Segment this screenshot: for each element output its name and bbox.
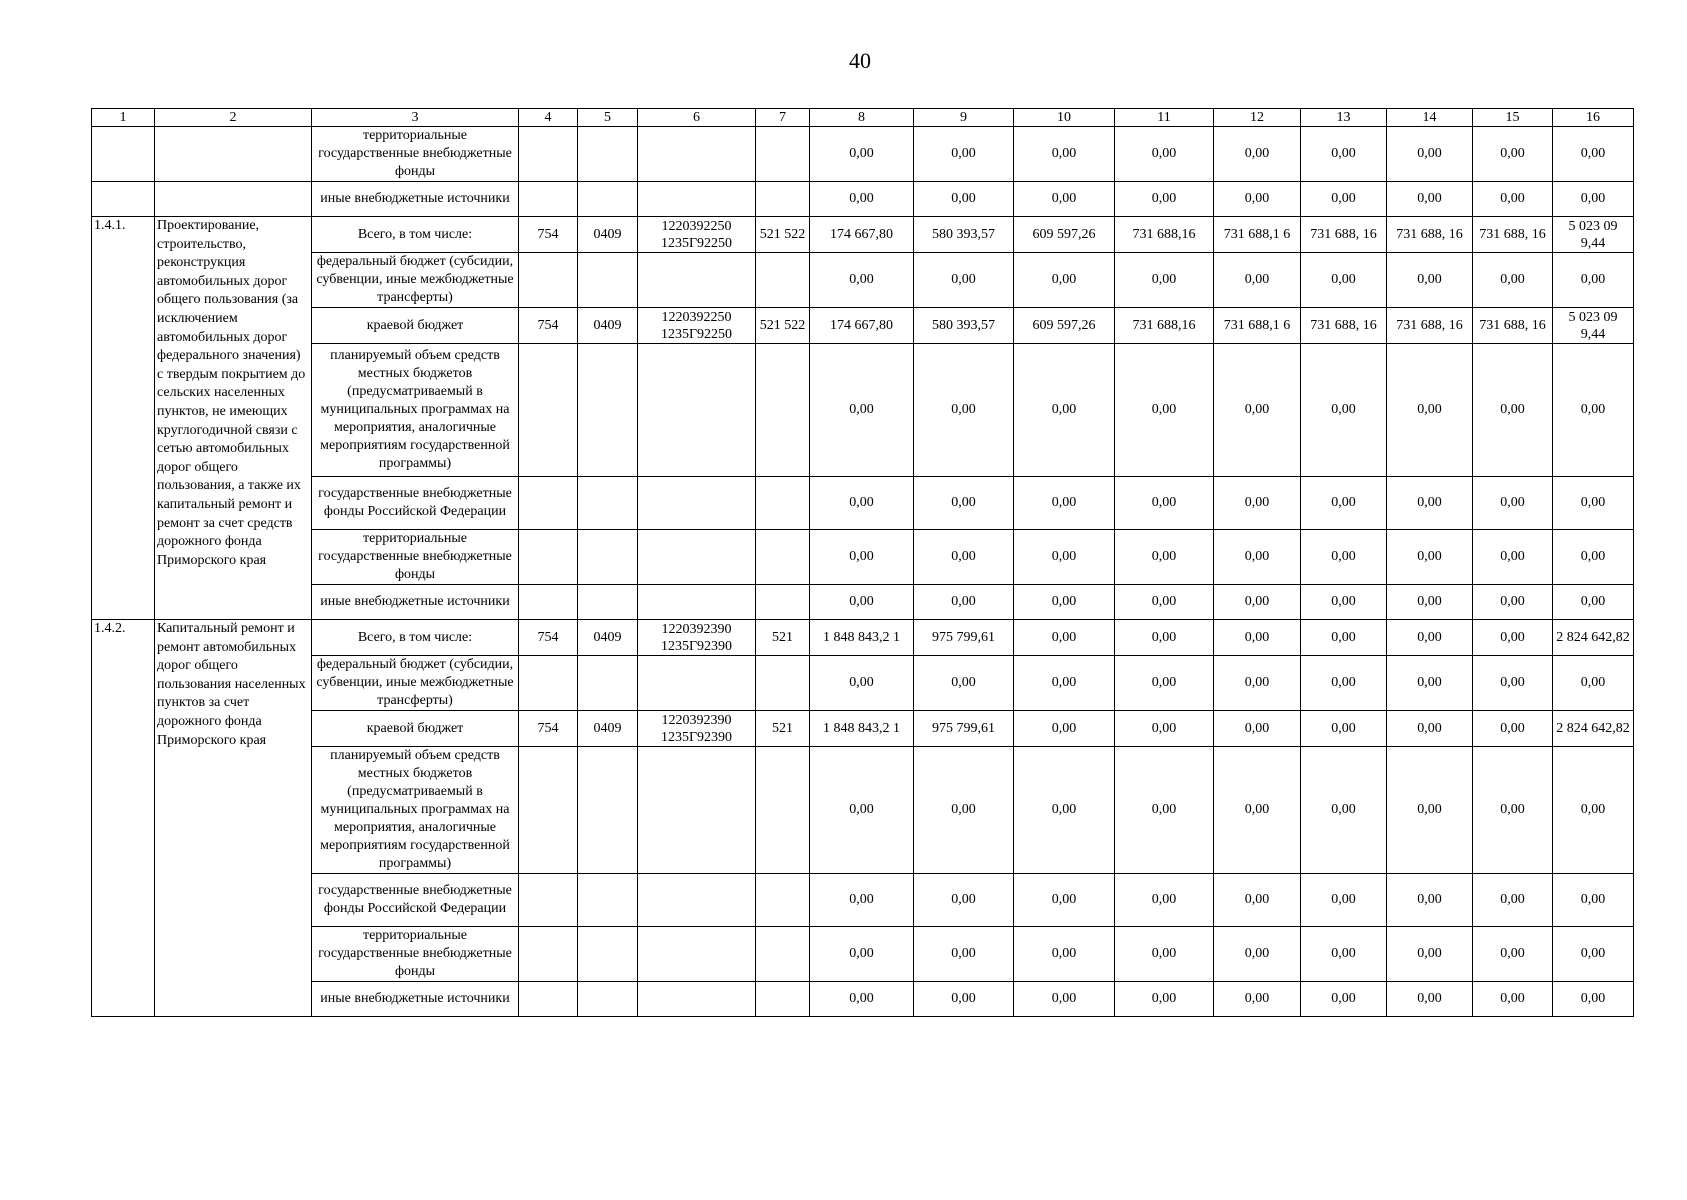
value-cell: 975 799,61 bbox=[914, 711, 1014, 747]
table-row bbox=[92, 585, 1634, 620]
value-cell: 0,00 bbox=[1014, 656, 1115, 711]
value-cell: 0,00 bbox=[1301, 711, 1387, 747]
empty-cell bbox=[578, 927, 638, 982]
value-cell: 0,00 bbox=[914, 927, 1014, 982]
value-cell: 0,00 bbox=[1014, 585, 1115, 620]
col-header: 6 bbox=[638, 109, 756, 127]
value-cell: 0,00 bbox=[914, 344, 1014, 477]
value-cell: 0,00 bbox=[1301, 874, 1387, 927]
value-cell: 0,00 bbox=[1387, 530, 1473, 585]
col-header: 9 bbox=[914, 109, 1014, 127]
value-cell: 0,00 bbox=[914, 874, 1014, 927]
empty-cell bbox=[756, 656, 810, 711]
value-cell: 0,00 bbox=[1115, 477, 1214, 530]
value-cell: 731 688, 16 bbox=[1387, 308, 1473, 344]
value-cell: 0,00 bbox=[1014, 182, 1115, 217]
empty-cell bbox=[638, 747, 756, 874]
col-header: 7 bbox=[756, 109, 810, 127]
value-cell: 0,00 bbox=[1553, 344, 1634, 477]
value-cell: 0,00 bbox=[1473, 127, 1553, 182]
value-cell: 0,00 bbox=[1553, 927, 1634, 982]
value-cell: 0,00 bbox=[1214, 874, 1301, 927]
value-cell: 174 667,80 bbox=[810, 308, 914, 344]
value-cell: 0,00 bbox=[1473, 656, 1553, 711]
empty-cell bbox=[578, 477, 638, 530]
value-cell: 580 393,57 bbox=[914, 308, 1014, 344]
source-label: государственные внебюджетные фонды Российской Федерации bbox=[312, 874, 519, 927]
value-cell: 0,00 bbox=[1553, 127, 1634, 182]
value-cell: 0,00 bbox=[1387, 344, 1473, 477]
value-cell: 0,00 bbox=[1553, 585, 1634, 620]
value-cell: 0,00 bbox=[1014, 253, 1115, 308]
empty-cell bbox=[155, 127, 312, 182]
table-row bbox=[92, 747, 1634, 874]
col-header: 12 bbox=[1214, 109, 1301, 127]
value-cell: 1 848 843,2 1 bbox=[810, 620, 914, 656]
value-cell: 0,00 bbox=[1214, 344, 1301, 477]
value-cell: 0,00 bbox=[1301, 253, 1387, 308]
value-cell: 0,00 bbox=[1115, 747, 1214, 874]
source-label: иные внебюджетные источники bbox=[312, 585, 519, 620]
value-cell: 2 824 642,82 bbox=[1553, 620, 1634, 656]
empty-cell bbox=[519, 927, 578, 982]
item-total-row bbox=[92, 217, 1634, 253]
value-cell: 0,00 bbox=[1553, 253, 1634, 308]
empty-cell bbox=[638, 477, 756, 530]
empty-cell bbox=[578, 344, 638, 477]
value-cell: 0,00 bbox=[810, 982, 914, 1017]
value-cell: 0,00 bbox=[1214, 585, 1301, 620]
value-cell: 0,00 bbox=[1301, 656, 1387, 711]
source-label: краевой бюджет bbox=[312, 308, 519, 344]
table-row bbox=[92, 874, 1634, 927]
empty-cell bbox=[638, 982, 756, 1017]
empty-cell bbox=[519, 530, 578, 585]
vr-cell: 521 522 bbox=[756, 308, 810, 344]
value-cell: 0,00 bbox=[1473, 747, 1553, 874]
value-cell: 0,00 bbox=[1214, 477, 1301, 530]
empty-cell bbox=[519, 982, 578, 1017]
value-cell: 0,00 bbox=[1473, 182, 1553, 217]
col-header: 3 bbox=[312, 109, 519, 127]
value-cell: 975 799,61 bbox=[914, 620, 1014, 656]
value-cell: 0,00 bbox=[810, 656, 914, 711]
col-header: 14 bbox=[1387, 109, 1473, 127]
value-cell: 5 023 09 9,44 bbox=[1553, 308, 1634, 344]
value-cell: 0,00 bbox=[1014, 711, 1115, 747]
item-name: Проектирование, строительство, реконструкция автомобильных дорог общего пользования (за исключением автомобильных дорог федерального значения) с твердым покрытием до сельских населенных пунктов, не имеющих круглогодичной связи с сетью автомобильных дорог общего пользования, а также их капитальный ремонт и ремонт за счет средств дорожного фонда Приморского края bbox=[155, 217, 312, 620]
value-cell: 0,00 bbox=[1214, 982, 1301, 1017]
table-row bbox=[92, 127, 1634, 182]
rzpr-cell: 0409 bbox=[578, 308, 638, 344]
vr-cell: 521 522 bbox=[756, 217, 810, 253]
value-cell: 0,00 bbox=[1301, 530, 1387, 585]
empty-cell bbox=[578, 182, 638, 217]
value-cell: 0,00 bbox=[1301, 982, 1387, 1017]
item-number: 1.4.1. bbox=[92, 217, 155, 620]
empty-cell bbox=[756, 182, 810, 217]
empty-cell bbox=[638, 182, 756, 217]
value-cell: 0,00 bbox=[1115, 620, 1214, 656]
value-cell: 0,00 bbox=[810, 747, 914, 874]
empty-cell bbox=[578, 253, 638, 308]
value-cell: 0,00 bbox=[1387, 585, 1473, 620]
item-total-row bbox=[92, 620, 1634, 656]
value-cell: 0,00 bbox=[1214, 656, 1301, 711]
value-cell: 731 688,1 6 bbox=[1214, 308, 1301, 344]
empty-cell bbox=[638, 344, 756, 477]
col-header: 8 bbox=[810, 109, 914, 127]
value-cell: 0,00 bbox=[810, 127, 914, 182]
value-cell: 0,00 bbox=[1387, 927, 1473, 982]
empty-cell bbox=[578, 874, 638, 927]
empty-cell bbox=[578, 127, 638, 182]
value-cell: 0,00 bbox=[914, 982, 1014, 1017]
value-cell: 0,00 bbox=[1214, 620, 1301, 656]
empty-cell bbox=[638, 530, 756, 585]
csr-cell: 1220392250 1235Г92250 bbox=[638, 217, 756, 253]
empty-cell bbox=[92, 182, 155, 217]
table-row bbox=[92, 982, 1634, 1017]
table-row bbox=[92, 530, 1634, 585]
empty-cell bbox=[578, 585, 638, 620]
value-cell: 0,00 bbox=[1301, 344, 1387, 477]
empty-cell bbox=[519, 344, 578, 477]
source-label: иные внебюджетные источники bbox=[312, 182, 519, 217]
empty-cell bbox=[756, 585, 810, 620]
header-row bbox=[92, 109, 1634, 127]
empty-cell bbox=[756, 127, 810, 182]
value-cell: 0,00 bbox=[914, 530, 1014, 585]
col-header: 11 bbox=[1115, 109, 1214, 127]
empty-cell bbox=[519, 127, 578, 182]
empty-cell bbox=[578, 982, 638, 1017]
value-cell: 0,00 bbox=[1473, 982, 1553, 1017]
value-cell: 0,00 bbox=[1473, 585, 1553, 620]
vr-cell: 521 bbox=[756, 620, 810, 656]
empty-cell bbox=[519, 747, 578, 874]
source-label: планируемый объем средств местных бюджетов (предусматриваемый в муниципальных программах на мероприятия, аналогичные мероприятиям государственной программы) bbox=[312, 747, 519, 874]
source-label: иные внебюджетные источники bbox=[312, 982, 519, 1017]
value-cell: 2 824 642,82 bbox=[1553, 711, 1634, 747]
rzpr-cell: 0409 bbox=[578, 620, 638, 656]
value-cell: 0,00 bbox=[810, 477, 914, 530]
empty-cell bbox=[756, 927, 810, 982]
value-cell: 174 667,80 bbox=[810, 217, 914, 253]
value-cell: 0,00 bbox=[1387, 477, 1473, 530]
value-cell: 0,00 bbox=[1115, 585, 1214, 620]
value-cell: 0,00 bbox=[1387, 874, 1473, 927]
rzpr-cell: 0409 bbox=[578, 711, 638, 747]
value-cell: 0,00 bbox=[1115, 127, 1214, 182]
value-cell: 0,00 bbox=[914, 477, 1014, 530]
value-cell: 0,00 bbox=[1014, 477, 1115, 530]
source-label: федеральный бюджет (субсидии, субвенции, иные межбюджетные трансферты) bbox=[312, 656, 519, 711]
value-cell: 731 688, 16 bbox=[1387, 217, 1473, 253]
value-cell: 0,00 bbox=[1387, 127, 1473, 182]
value-cell: 0,00 bbox=[1553, 656, 1634, 711]
csr-cell: 1220392390 1235Г92390 bbox=[638, 620, 756, 656]
source-label: федеральный бюджет (субсидии, субвенции, иные межбюджетные трансферты) bbox=[312, 253, 519, 308]
value-cell: 0,00 bbox=[1014, 127, 1115, 182]
value-cell: 0,00 bbox=[1387, 711, 1473, 747]
value-cell: 0,00 bbox=[810, 927, 914, 982]
value-cell: 0,00 bbox=[810, 253, 914, 308]
empty-cell bbox=[92, 127, 155, 182]
value-cell: 0,00 bbox=[1301, 927, 1387, 982]
value-cell: 0,00 bbox=[1553, 477, 1634, 530]
value-cell: 0,00 bbox=[1214, 127, 1301, 182]
value-cell: 0,00 bbox=[1115, 182, 1214, 217]
value-cell: 0,00 bbox=[1115, 711, 1214, 747]
item-number: 1.4.2. bbox=[92, 620, 155, 1017]
value-cell: 1 848 843,2 1 bbox=[810, 711, 914, 747]
page-number: 40 bbox=[849, 48, 871, 73]
value-cell: 0,00 bbox=[1014, 927, 1115, 982]
grbs-cell: 754 bbox=[519, 217, 578, 253]
value-cell: 0,00 bbox=[1014, 874, 1115, 927]
empty-cell bbox=[638, 253, 756, 308]
empty-cell bbox=[519, 182, 578, 217]
grbs-cell: 754 bbox=[519, 711, 578, 747]
table-row bbox=[92, 253, 1634, 308]
col-header: 13 bbox=[1301, 109, 1387, 127]
col-header: 4 bbox=[519, 109, 578, 127]
value-cell: 0,00 bbox=[1115, 874, 1214, 927]
value-cell: 0,00 bbox=[914, 182, 1014, 217]
budget-table bbox=[91, 108, 1634, 1017]
empty-cell bbox=[578, 747, 638, 874]
col-header: 15 bbox=[1473, 109, 1553, 127]
value-cell: 731 688, 16 bbox=[1301, 217, 1387, 253]
value-cell: 0,00 bbox=[1387, 182, 1473, 217]
value-cell: 0,00 bbox=[914, 127, 1014, 182]
value-cell: 0,00 bbox=[810, 585, 914, 620]
value-cell: 0,00 bbox=[1014, 620, 1115, 656]
value-cell: 0,00 bbox=[914, 253, 1014, 308]
empty-cell bbox=[519, 585, 578, 620]
value-cell: 0,00 bbox=[1301, 620, 1387, 656]
table-row bbox=[92, 477, 1634, 530]
empty-cell bbox=[519, 477, 578, 530]
value-cell: 5 023 09 9,44 bbox=[1553, 217, 1634, 253]
empty-cell bbox=[578, 530, 638, 585]
value-cell: 0,00 bbox=[1473, 711, 1553, 747]
table-row bbox=[92, 308, 1634, 344]
value-cell: 0,00 bbox=[1387, 747, 1473, 874]
empty-cell bbox=[756, 344, 810, 477]
value-cell: 0,00 bbox=[1301, 585, 1387, 620]
value-cell: 0,00 bbox=[1214, 182, 1301, 217]
value-cell: 0,00 bbox=[1473, 253, 1553, 308]
csr-cell: 1220392390 1235Г92390 bbox=[638, 711, 756, 747]
table-row bbox=[92, 927, 1634, 982]
value-cell: 0,00 bbox=[1387, 620, 1473, 656]
value-cell: 0,00 bbox=[1214, 530, 1301, 585]
value-cell: 0,00 bbox=[1473, 344, 1553, 477]
source-label: территориальные государственные внебюджетные фонды bbox=[312, 127, 519, 182]
empty-cell bbox=[638, 656, 756, 711]
source-label: государственные внебюджетные фонды Российской Федерации bbox=[312, 477, 519, 530]
value-cell: 0,00 bbox=[914, 585, 1014, 620]
value-cell: 0,00 bbox=[1214, 253, 1301, 308]
empty-cell bbox=[756, 874, 810, 927]
value-cell: 0,00 bbox=[1473, 620, 1553, 656]
value-cell: 0,00 bbox=[810, 874, 914, 927]
value-cell: 0,00 bbox=[1301, 747, 1387, 874]
value-cell: 0,00 bbox=[810, 182, 914, 217]
value-cell: 0,00 bbox=[1014, 530, 1115, 585]
empty-cell bbox=[519, 874, 578, 927]
value-cell: 0,00 bbox=[1553, 182, 1634, 217]
value-cell: 731 688, 16 bbox=[1473, 217, 1553, 253]
value-cell: 0,00 bbox=[914, 747, 1014, 874]
rzpr-cell: 0409 bbox=[578, 217, 638, 253]
grbs-cell: 754 bbox=[519, 620, 578, 656]
col-header: 2 bbox=[155, 109, 312, 127]
source-label: территориальные государственные внебюджетные фонды bbox=[312, 530, 519, 585]
value-cell: 0,00 bbox=[1115, 927, 1214, 982]
value-cell: 0,00 bbox=[1387, 982, 1473, 1017]
value-cell: 0,00 bbox=[1214, 711, 1301, 747]
value-cell: 731 688, 16 bbox=[1473, 308, 1553, 344]
value-cell: 0,00 bbox=[1553, 874, 1634, 927]
col-header: 16 bbox=[1553, 109, 1634, 127]
csr-cell: 1220392250 1235Г92250 bbox=[638, 308, 756, 344]
empty-cell bbox=[756, 747, 810, 874]
empty-cell bbox=[638, 127, 756, 182]
value-cell: 0,00 bbox=[1214, 927, 1301, 982]
value-cell: 0,00 bbox=[810, 344, 914, 477]
value-cell: 0,00 bbox=[1553, 747, 1634, 874]
empty-cell bbox=[519, 253, 578, 308]
table-body bbox=[92, 109, 1634, 1017]
value-cell: 731 688, 16 bbox=[1301, 308, 1387, 344]
value-cell: 0,00 bbox=[1115, 344, 1214, 477]
value-cell: 0,00 bbox=[1014, 747, 1115, 874]
col-header: 5 bbox=[578, 109, 638, 127]
value-cell: 0,00 bbox=[1387, 656, 1473, 711]
value-cell: 0,00 bbox=[1014, 344, 1115, 477]
value-cell: 0,00 bbox=[1301, 182, 1387, 217]
empty-cell bbox=[578, 656, 638, 711]
empty-cell bbox=[756, 477, 810, 530]
value-cell: 0,00 bbox=[1473, 530, 1553, 585]
value-cell: 0,00 bbox=[1014, 982, 1115, 1017]
value-cell: 0,00 bbox=[1387, 253, 1473, 308]
value-cell: 0,00 bbox=[1301, 127, 1387, 182]
item-name: Капитальный ремонт и ремонт автомобильных дорог общего пользования населенных пунктов за счет дорожного фонда Приморского края bbox=[155, 620, 312, 1017]
value-cell: 609 597,26 bbox=[1014, 308, 1115, 344]
value-cell: 0,00 bbox=[1553, 982, 1634, 1017]
col-header: 1 bbox=[92, 109, 155, 127]
source-label: краевой бюджет bbox=[312, 711, 519, 747]
empty-cell bbox=[519, 656, 578, 711]
value-cell: 0,00 bbox=[1301, 477, 1387, 530]
empty-cell bbox=[756, 530, 810, 585]
value-cell: 731 688,1 6 bbox=[1214, 217, 1301, 253]
empty-cell bbox=[638, 874, 756, 927]
value-cell: 731 688,16 bbox=[1115, 217, 1214, 253]
value-cell: 609 597,26 bbox=[1014, 217, 1115, 253]
value-cell: 0,00 bbox=[1115, 530, 1214, 585]
value-cell: 0,00 bbox=[1115, 656, 1214, 711]
value-cell: 0,00 bbox=[1553, 530, 1634, 585]
value-cell: 731 688,16 bbox=[1115, 308, 1214, 344]
empty-cell bbox=[638, 585, 756, 620]
value-cell: 0,00 bbox=[1214, 747, 1301, 874]
table-row bbox=[92, 182, 1634, 217]
col-header: 10 bbox=[1014, 109, 1115, 127]
value-cell: 580 393,57 bbox=[914, 217, 1014, 253]
value-cell: 0,00 bbox=[1473, 874, 1553, 927]
empty-cell bbox=[155, 182, 312, 217]
source-label: Всего, в том числе: bbox=[312, 620, 519, 656]
value-cell: 0,00 bbox=[1473, 927, 1553, 982]
source-label: Всего, в том числе: bbox=[312, 217, 519, 253]
source-label: территориальные государственные внебюджетные фонды bbox=[312, 927, 519, 982]
value-cell: 0,00 bbox=[1473, 477, 1553, 530]
value-cell: 0,00 bbox=[1115, 253, 1214, 308]
empty-cell bbox=[638, 927, 756, 982]
empty-cell bbox=[756, 253, 810, 308]
value-cell: 0,00 bbox=[810, 530, 914, 585]
empty-cell bbox=[756, 982, 810, 1017]
table-row bbox=[92, 711, 1634, 747]
value-cell: 0,00 bbox=[914, 656, 1014, 711]
table-row bbox=[92, 344, 1634, 477]
grbs-cell: 754 bbox=[519, 308, 578, 344]
table-row bbox=[92, 656, 1634, 711]
value-cell: 0,00 bbox=[1115, 982, 1214, 1017]
source-label: планируемый объем средств местных бюджетов (предусматриваемый в муниципальных программах на мероприятия, аналогичные мероприятиям государственной программы) bbox=[312, 344, 519, 477]
vr-cell: 521 bbox=[756, 711, 810, 747]
